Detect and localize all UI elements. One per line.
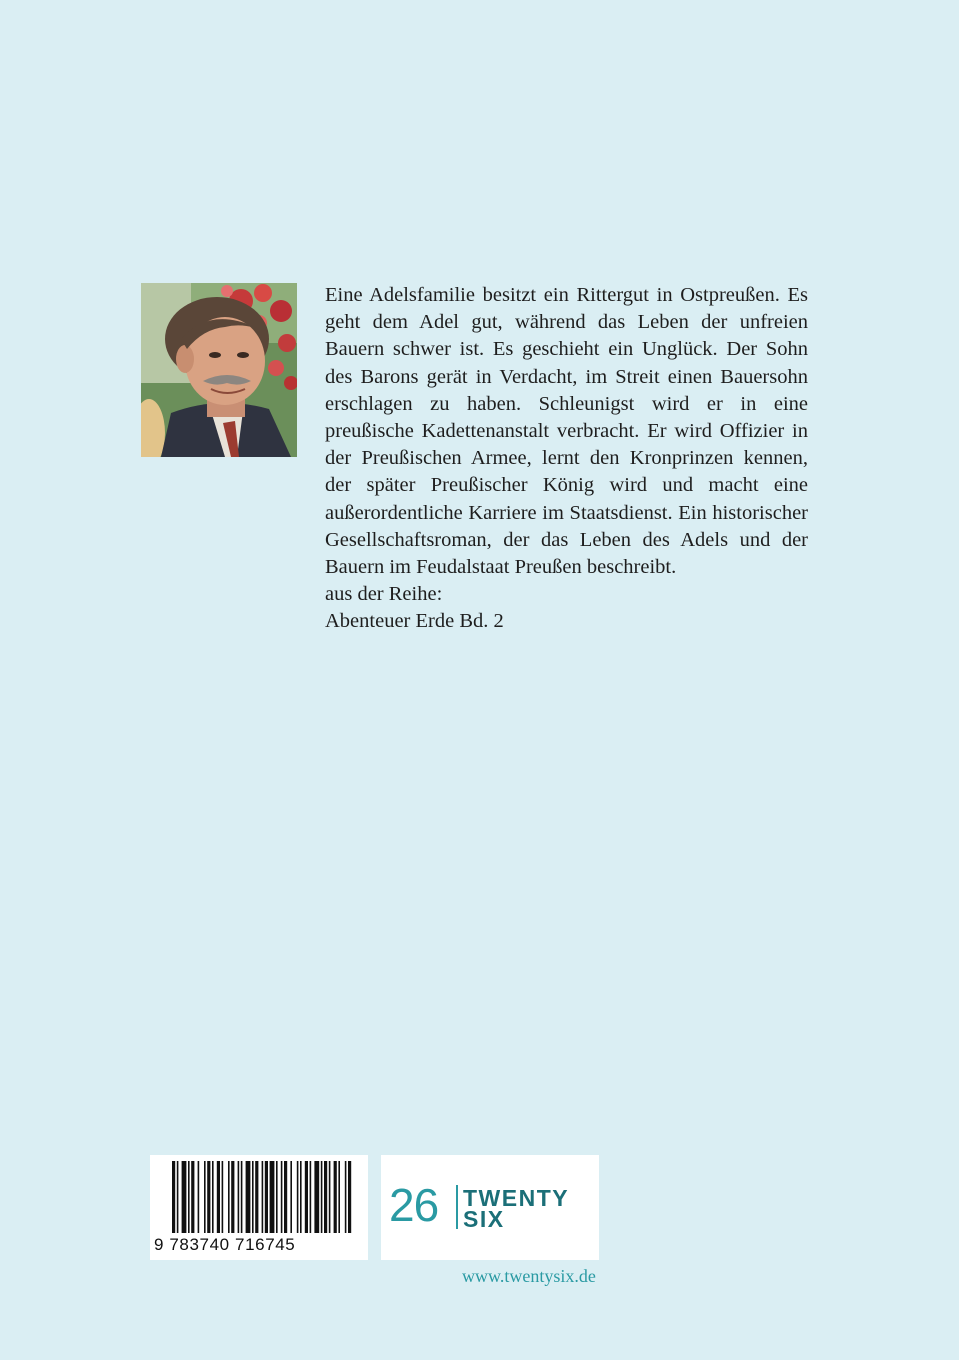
author-photo [141,283,297,457]
isbn-barcode [150,1155,368,1260]
logo-number: 26 [389,1179,439,1231]
isbn-number: 9 783740 716745 [154,1235,296,1254]
publisher-website[interactable]: www.twentysix.de [462,1266,596,1286]
logo-word-six: SIX [463,1206,505,1232]
barcode-bars [150,1155,368,1239]
logo-divider [456,1185,458,1229]
description-paragraph: Eine Adelsfamilie besitzt ein Rittergut in Ostpreußen. Es geht dem Adel gut, während das Leben der unfreien Bauern schwer ist. Es geschieht ein Unglück. Der Sohn des Barons gerät in Verdacht, im Streit einen Bauersohn erschlagen zu haben. Schleunigst wird er in eine preußische Kadettenanstalt verbracht. Er wird Offizier in der Preußischen Armee, lernt den Kronprinzen kennen, der später Preußischer König wird und macht eine außerordentliche Karriere im Staatsdienst. Ein historischer Gesellschaftsroman, der das Leben des Adels und der Bauern im Feudalstaat Preußen beschreibt. [325,284,808,579]
series-label: aus der Reihe: [325,583,443,606]
logo-word-twenty: TWENTY [463,1185,570,1211]
publisher-logo [381,1155,599,1260]
book-description [325,282,808,636]
series-name: Abenteuer Erde Bd. 2 [325,610,504,633]
